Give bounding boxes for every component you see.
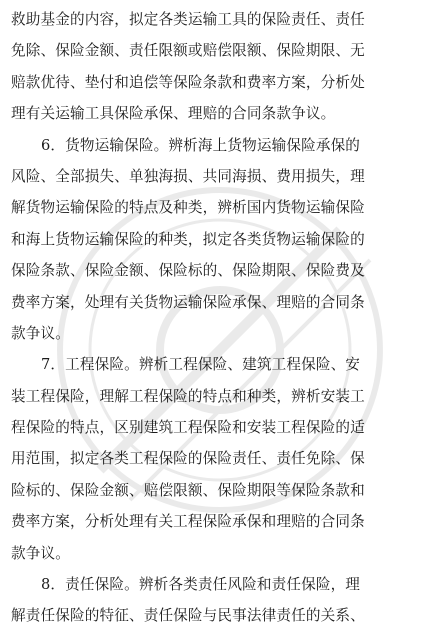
section-8-heading-line: 8．责任保险。辨析各类责任风险和责任保险，理	[41, 576, 361, 594]
text-line: 风险、全部损失、单独海损、共同海损、费用损失，理	[11, 167, 365, 185]
text-line: 解货物运输保险的特点及种类，辨析国内货物运输保险	[11, 199, 365, 217]
text-line: 险标的、保险金额、赔偿限额、保险期限等保险条款和	[11, 481, 365, 499]
text-line: 装工程保险，理解工程保险的特点和种类，辨析安装工	[11, 387, 365, 405]
text-line: 和海上货物运输保险的种类，拟定各类货物运输保险的	[11, 230, 365, 248]
text-line: 费率方案，处理有关货物运输保险承保、理赔的合同条	[11, 293, 365, 311]
body-text	[11, 4, 419, 632]
section-7-heading-line: 7．工程保险。辨析工程保险、建筑工程保险、安	[41, 356, 361, 374]
text-line: 解责任保险的特征、责任保险与民事法律责任的关系、	[11, 607, 365, 625]
text-line: 理有关运输工具保险承保、理赔的合同条款争议。	[11, 105, 336, 123]
text-line: 救助基金的内容，拟定各类运输工具的保险责任、责任	[11, 11, 365, 28]
text-line: 费率方案，分析处理有关工程保险承保和理赔的合同条	[11, 513, 365, 531]
text-line: 款争议。	[11, 544, 70, 562]
text-line: 赔款优待、垫付和追偿等保险条款和费率方案，分析处	[11, 73, 365, 91]
text-line: 款争议。	[11, 324, 70, 342]
section-6-heading-line: 6．货物运输保险。辨析海上货物运输保险承保的	[41, 136, 361, 154]
text-line: 用范围，拟定各类工程保险的保险责任、责任免除、保	[11, 450, 365, 468]
text-line: 保险条款、保险金额、保险标的、保险期限、保险费及	[11, 262, 365, 280]
text-line: 程保险的特点，区别建筑工程保险和安装工程保险的适	[11, 419, 365, 437]
text-line: 免除、保险金额、责任限额或赔偿限额、保险期限、无	[11, 42, 365, 60]
